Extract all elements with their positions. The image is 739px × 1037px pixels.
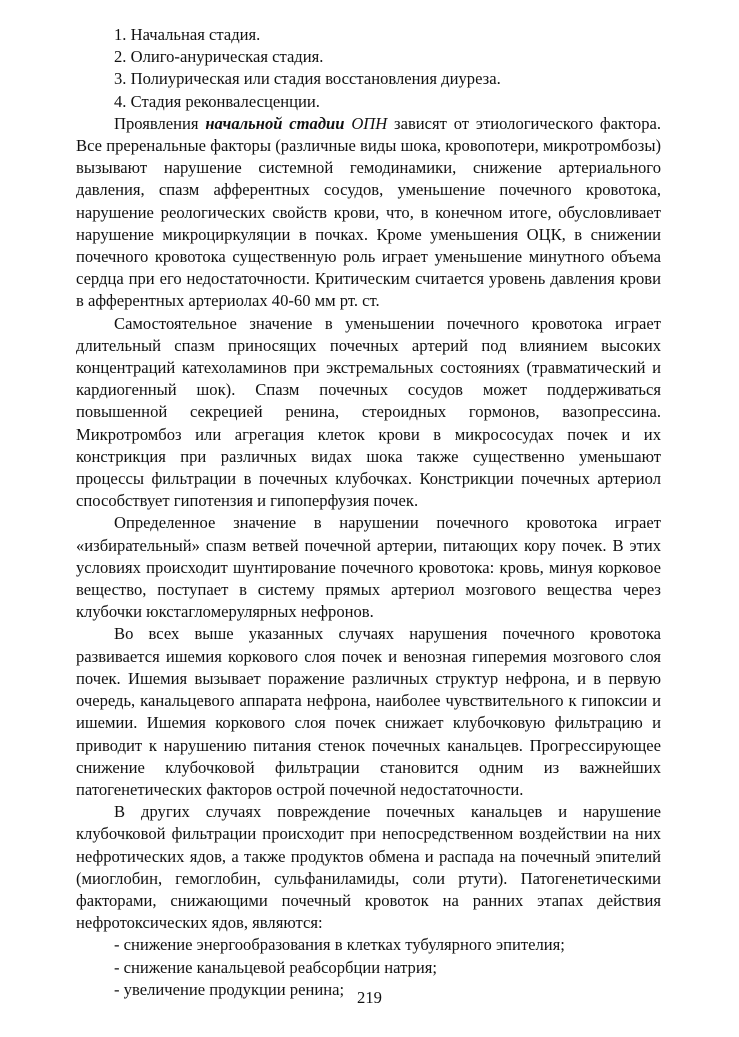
list-item: 1. Начальная стадия. <box>114 25 261 44</box>
list-item: 3. Полиурическая или стадия восстановления диуреза. <box>114 69 501 89</box>
page-content <box>76 24 661 1001</box>
paragraph-spasm: Самостоятельное значение в уменьшении почечного кровотока играет длительный спазм приносящих почечных артерий под влиянием высоких концентраций катехоламинов при экстремальных состояниях (травматический и кардиогенный шок). Спазм почечных сосудов может поддерживаться повышенной секрецией ренина, стероидных гормонов, вазопрессина. Микротромбоз или агрегация клеток крови в микрососудах почек и их констрикция при различных видах шока также существенно уменьшают процессы фильтрации в почечных клубочках. Констрикции почечных артериол способствует гипотензия и гипоперфузия почек. <box>76 313 661 511</box>
list-item: 2. Олиго-анурическая стадия. <box>114 47 324 67</box>
paragraph-nephrotoxic: В других случаях повреждение почечных канальцев и нарушение клубочковой фильтрации происходит при непосредственном воздействии на них нефротических ядов, а также продуктов обмена и распада на почечный эпителий (миоглобин, гемоглобин, сульфаниламиды, соли ртути). Патогенетическими факторами, снижающими почечный кровоток на ранних этапах действия нефротоксических ядов, являются: <box>76 802 661 933</box>
paragraph-text: зависят от этиологического фактора. Все преренальные факторы (различные виды шока, кровопотери, микротромбозы) вызывают нарушение системной гемодинамики, снижение артериального давления, спазм афферентных сосудов, уменьшение почечного кровотока, нарушение реологических свойств крови, что, в конечном итоге, обусловливает нарушение микроциркуляции в почках. Кроме уменьшения ОЦК, в снижении почечного кровотока существенную роль играет уменьшение минутного объема сердца при его недостаточности. Критическим считается уровень давления крови в афферентных артериолах 40-60 мм рт. ст. <box>76 113 661 311</box>
paragraph-shunting: Определенное значение в нарушении почечного кровотока играет «избирательный» спазм ветвей почечной артерии, питающих кору почек. В этих условиях происходит шунтирование почечного кровотока: кровь, минуя корковое вещество, поступает в систему прямых артериол мозгового вещества через клубочки юкстагломерулярных нефронов. <box>76 513 661 622</box>
stage-list <box>76 24 661 113</box>
paragraph-initial-stage <box>76 113 661 313</box>
paragraph-lead: Проявления <box>114 113 206 133</box>
abbreviation: ОПН <box>344 113 388 133</box>
list-item: - снижение энергообразования в клетках тубулярного эпителия; <box>114 935 565 955</box>
list-item: 4. Стадия реконвалесценции. <box>114 91 320 111</box>
paragraph-ischemia: Во всех выше указанных случаях нарушения почечного кровотока развивается ишемия коркового слоя почек и венозная гиперемия мозгового слоя почек. Ишемия вызывает поражение различных структур нефрона, и в первую очередь, канальцевого аппарата нефрона, наиболее чувствительного к гипоксии и ишемии. Ишемия коркового слоя почек снижает клубочковую фильтрацию и приводит к нарушению питания стенок почечных канальцев. Прогрессирующее снижение клубочковой фильтрации становится одним из важнейших патогенетических факторов острой почечной недостаточности. <box>76 624 661 799</box>
emphasized-term: начальной стадии <box>205 113 345 133</box>
list-item: - снижение канальцевой реабсорбции натрия; <box>114 957 437 977</box>
page-number: 219 <box>357 988 382 1007</box>
list-item: - увеличение продукции ренина; <box>114 979 345 999</box>
